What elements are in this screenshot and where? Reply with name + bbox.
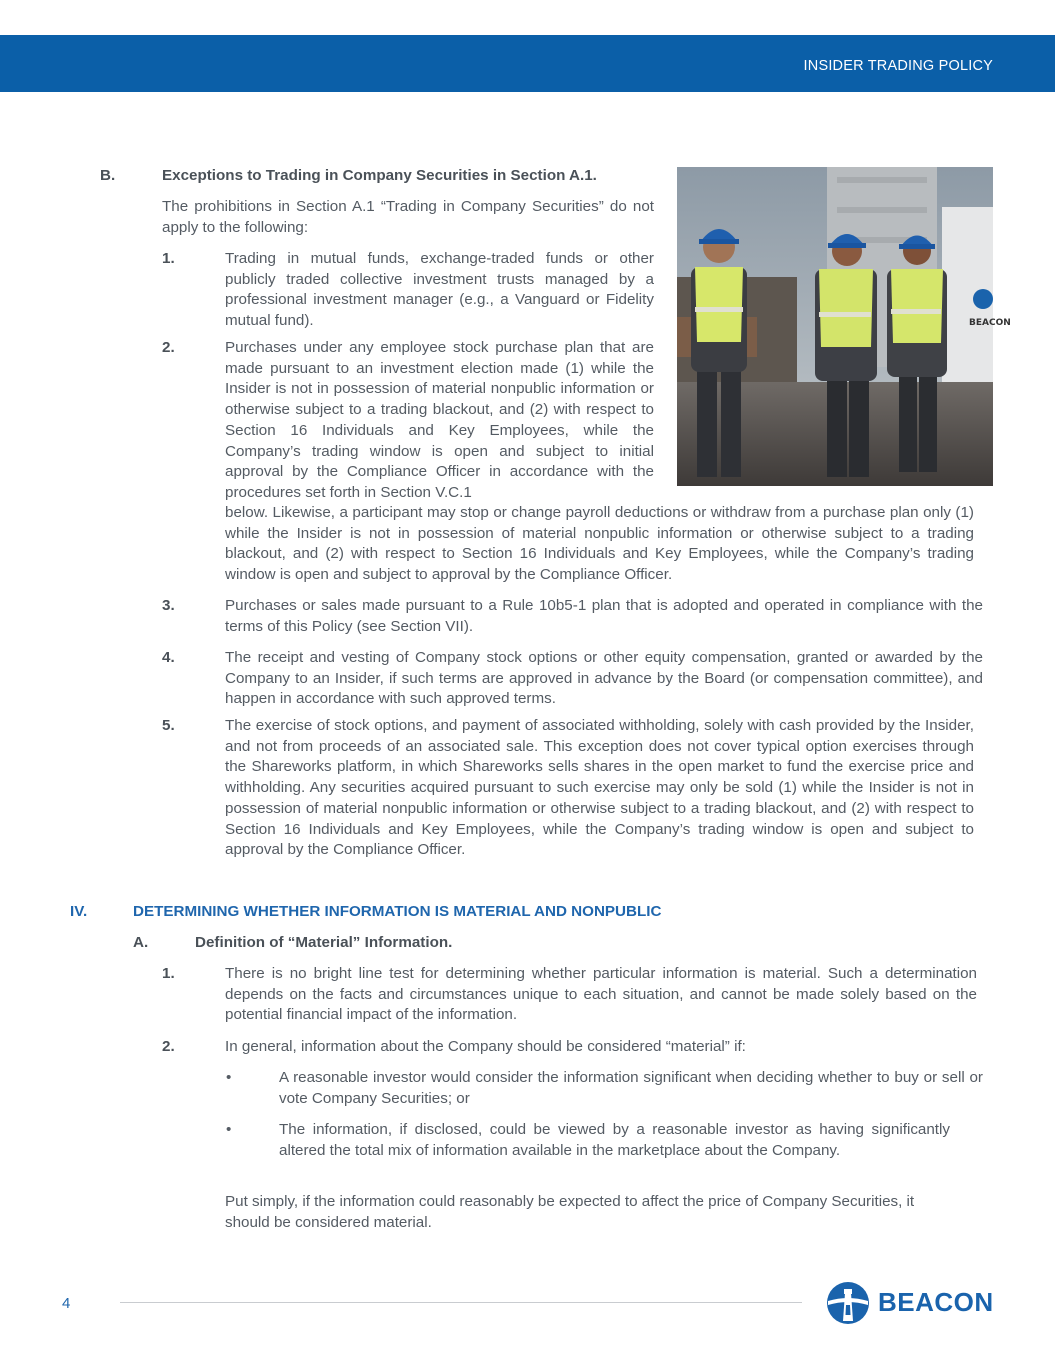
list-item-continued: below. Likewise, a participant may stop or change payroll deductions or withdraw from a purchase plan only (1) while the Insider is not in possession of material nonpublic information or otherwise subject to a trading blackout, and (2) with respect to Section 16 Individuals and Key Employees, while the Company’s trading window is open and subject to approval by the Compliance Officer. <box>225 504 974 584</box>
list-item: There is no bright line test for determining whether particular information is material. Such a determination depends on the facts and circumstances unique to each situation, and cannot be made solely based on the potential financial impact of the information. <box>225 965 977 1024</box>
header-band <box>0 35 1055 92</box>
logo-wordmark: BEACON <box>878 1287 994 1317</box>
item-number: 5. <box>162 717 175 734</box>
list-item: Trading in mutual funds, exchange-traded funds or other publicly traded collective investment trusts managed by a professional investment manager (e.g., a Vanguard or Fidelity mutual fund). <box>225 250 654 330</box>
bullet-item: The information, if disclosed, could be viewed by a reasonable investor as having significantly altered the total mix of information available in the marketplace about the Company. <box>279 1121 950 1159</box>
item-number: 3. <box>162 597 175 614</box>
list-item: In general, information about the Company should be considered “material” if: <box>225 1038 746 1055</box>
list-item: The receipt and vesting of Company stock options or other equity compensation, granted or awarded by the Company to an Insider, if such terms are approved in advance by the Board (or compensation committee), and happen in accordance with such approved terms. <box>225 649 983 708</box>
page-number: 4 <box>62 1295 71 1312</box>
section-b-letter: B. <box>100 167 116 184</box>
section-iv-numeral: IV. <box>70 903 88 920</box>
footer-divider <box>120 1302 802 1303</box>
item-number: 1. <box>162 965 175 982</box>
beacon-logo <box>826 1281 996 1325</box>
section-b-intro: The prohibitions in Section A.1 “Trading in Company Securities” do not apply to the following: <box>162 198 654 236</box>
closing-paragraph: Put simply, if the information could reasonably be expected to affect the price of Company Securities, it should be considered material. <box>225 1193 915 1231</box>
item-number: 2. <box>162 1038 175 1055</box>
document-title: INSIDER TRADING POLICY <box>803 58 993 74</box>
list-item: Purchases or sales made pursuant to a Rule 10b5-1 plan that is adopted and operated in compliance with the terms of this Policy (see Section VII). <box>225 597 983 635</box>
list-item: Purchases under any employee stock purchase plan that are made pursuant to an investment election made (1) while the Insider is not in possession of material nonpublic information or otherwise subject to a trading blackout, and (2) with respect to Section 16 Individuals and Key Employees, while the Company’s trading window is open and subject to initial approval by the Compliance Officer in accordance with the procedures set forth in Section V.C.1 <box>225 339 654 501</box>
workers-photo <box>677 167 1011 486</box>
section-iv-heading: DETERMINING WHETHER INFORMATION IS MATERIAL AND NONPUBLIC <box>133 903 662 920</box>
bullet-dot: • <box>226 1069 232 1086</box>
item-number: 2. <box>162 339 175 356</box>
subsection-a-heading: Definition of “Material” Information. <box>195 934 453 951</box>
subsection-a-letter: A. <box>133 934 149 951</box>
truck-label: BEACON <box>969 318 1011 328</box>
lighthouse-icon <box>826 1281 870 1325</box>
bullet-dot: • <box>226 1121 232 1138</box>
item-number: 4. <box>162 649 175 666</box>
section-b-heading: Exceptions to Trading in Company Securities in Section A.1. <box>162 167 597 184</box>
list-item: The exercise of stock options, and payment of associated withholding, solely with cash provided by the Insider, and not from proceeds of an associated sale. This exception does not cover typical option exercises through the Shareworks platform, in which Shareworks sells shares in the open market to fund the exercise price and withholding. Any securities acquired pursuant to such exercise may only be sold (1) while the Insider is not in possession of material nonpublic information or otherwise subject to a trading blackout, and (2) with respect to Section 16 Individuals and Key Employees, while the Company’s trading window is open and subject to approval by the Compliance Officer. <box>225 717 974 859</box>
bullet-item: A reasonable investor would consider the information significant when deciding whether to buy or sell or vote Company Securities; or <box>279 1069 983 1107</box>
item-number: 1. <box>162 250 175 267</box>
